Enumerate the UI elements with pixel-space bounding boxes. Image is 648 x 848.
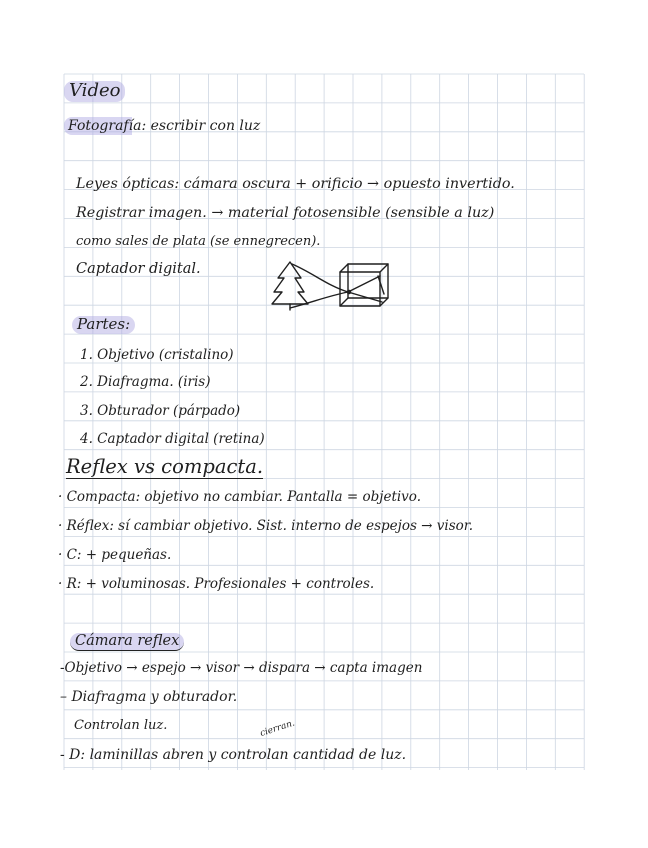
note-compacta: · Compacta: objetivo no cambiar. Pantalla = objetivo.	[58, 489, 421, 505]
note-registrar: Registrar imagen. → material fotosensible (sensible a luz)	[76, 205, 495, 221]
note-diafragma: – Diafragma y obturador.	[60, 689, 238, 705]
note-fotografia-text: Fotografía: escribir con luz	[64, 117, 264, 135]
note-sales: como sales de plata (se ennegrecen).	[76, 234, 321, 249]
note-leyes: Leyes ópticas: cámara oscura + orificio → opuesto invertido.	[76, 176, 515, 192]
note-fotografia	[64, 119, 264, 133]
heading-reflex-vs-compacta: Reflex vs compacta.	[66, 455, 264, 478]
note-captador: Captador digital.	[76, 261, 201, 277]
title-video: Video	[64, 81, 125, 102]
partes-item-3: 3. Obturador (párpado)	[80, 403, 241, 419]
note-controlan: Controlan luz.	[74, 718, 168, 733]
note-r-line: · R: + voluminosas. Profesionales + controles.	[58, 576, 375, 592]
light-ray-bottom	[290, 292, 348, 308]
note-reflex: · Réflex: sí cambiar objetivo. Sist. interno de espejos → visor.	[58, 518, 474, 534]
heading-partes: Partes:	[72, 316, 135, 334]
note-c-line: · C: + pequeñas.	[58, 547, 172, 563]
camera-obscura-sketch	[268, 258, 398, 314]
partes-item-1: 1. Objetivo (cristalino)	[80, 347, 234, 363]
camera-box-icon	[340, 264, 388, 306]
note-d-line: - D: laminillas abren y controlan cantidad de luz.	[60, 747, 407, 763]
note-flow: -Objetivo → espejo → visor → dispara → capta imagen	[60, 660, 423, 676]
heading-camara-reflex: Cámara reflex	[70, 633, 184, 651]
partes-item-2: 2. Diafragma. (iris)	[80, 374, 211, 390]
note-d-insert: cierran.	[258, 718, 297, 739]
partes-item-4: 4. Captador digital (retina)	[80, 431, 265, 447]
